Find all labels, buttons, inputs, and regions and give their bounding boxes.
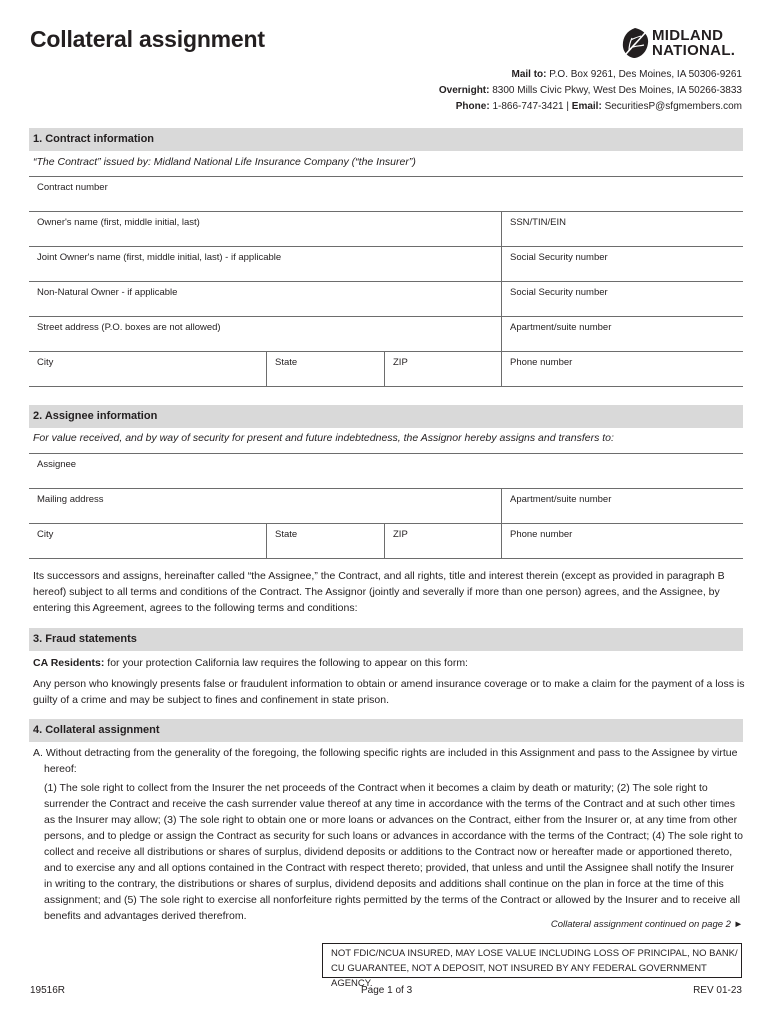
- zip-field[interactable]: ZIP: [384, 352, 501, 386]
- assignee-city-row: [29, 524, 743, 559]
- owner-name-field[interactable]: Owner's name (first, middle initial, last): [37, 217, 200, 228]
- joint-owner-row: [29, 247, 743, 282]
- continued-note: Collateral assignment continued on page 2 ►: [550, 919, 743, 930]
- midland-national-logo: [620, 27, 746, 63]
- fdic-disclaimer: NOT FDIC/NCUA INSURED, MAY LOSE VALUE INCLUDING LOSS OF PRINCIPAL, NO BANK/ CU GUARANTEE, NOT A DEPOSIT, NOT INSURED BY ANY FEDERAL GOVERNMENT AGENCY.: [322, 943, 742, 978]
- contract-intro: “The Contract” issued by: Midland National Life Insurance Company (“the Insurer”): [33, 156, 416, 168]
- section-3-heading: 3. Fraud statements: [29, 628, 743, 651]
- state-field[interactable]: State: [266, 352, 384, 386]
- leaf-logo-icon: [620, 27, 650, 59]
- page-number: Page 1 of 3: [361, 985, 413, 996]
- assignee-zip-field[interactable]: ZIP: [384, 524, 501, 558]
- fraud-statement: Any person who knowingly presents false or fraudulent information to obtain or amend insurance coverage or to make a claim for the payment of a loss is guilty of a crime and may be subject to fines and confinement in state prison.: [33, 678, 745, 706]
- mailing-row: [29, 489, 743, 524]
- email-link[interactable]: SecuritiesP@sfgmembers.com: [604, 101, 742, 112]
- overnight-line: Overnight: 8300 Mills Civic Pkwy, West Des Moines, IA 50266-3833: [438, 85, 742, 96]
- mail-to-line: Mail to: P.O. Box 9261, Des Moines, IA 50306-9261: [511, 69, 742, 80]
- street-row: [29, 317, 743, 352]
- assignee-city-field[interactable]: City: [37, 529, 54, 540]
- section-4-heading: 4. Collateral assignment: [29, 719, 743, 742]
- assignee-terms-paragraph: Its successors and assigns, hereinafter called “the Assignee,” the Contract, and all rights, title and interest therein (except as provided in paragraph B hereof) subject to all terms and conditions of the Contract. The Assignor (jointly and severally if more than one person) agrees, and the Assignee, by entering this Agreement, agrees to the following terms and conditions:: [33, 570, 725, 614]
- street-address-field[interactable]: Street address (P.O. boxes are not allowed): [37, 322, 221, 333]
- joint-owner-field[interactable]: Joint Owner's name (first, middle initial, last) - if applicable: [37, 252, 282, 263]
- assignee-field[interactable]: Assignee: [37, 459, 77, 470]
- owner-row: [29, 212, 743, 247]
- section-2-heading: 2. Assignee information: [29, 405, 743, 428]
- contract-number-field[interactable]: Contract number: [37, 182, 108, 193]
- non-natural-ssn-field[interactable]: Social Security number: [501, 282, 743, 316]
- contact-block: [439, 67, 742, 115]
- non-natural-owner-field[interactable]: Non-Natural Owner - if applicable: [37, 287, 178, 298]
- apartment-field[interactable]: Apartment/suite number: [501, 317, 743, 351]
- joint-owner-ssn-field[interactable]: Social Security number: [501, 247, 743, 281]
- page-title: Collateral assignment: [30, 26, 265, 52]
- section-1-heading: 1. Contract information: [29, 128, 743, 151]
- non-natural-owner-row: [29, 282, 743, 317]
- assignee-apartment-field[interactable]: Apartment/suite number: [501, 489, 743, 523]
- owner-ssn-field[interactable]: SSN/TIN/EIN: [501, 212, 743, 246]
- form-number: 19516R: [30, 985, 66, 996]
- rights-paragraph: (1) The sole right to collect from the Insurer the net proceeds of the Contract when it becomes a claim by death or maturity; (2) The sole right to surrender the Contract and receive the cash surrender value thereof at any time in accordance with the terms of the Contract and at such other times as the Insurer may allow; (3) The sole right to obtain one or more loans or advances on the Contract, either from the Insurer or, at any time from other persons, and to pledge or assign the Contract as security for such loans or advances in accordance with the terms of the Contract; (4) The sole right to collect and receive all distributions or shares of surplus, dividend deposits or additions to the Contract now or hereafter made or apportioned thereto, and to exercise any and all options contained in the Contract with respect thereto; provided, that unless and until the Assignee shall notify the Insurer in writing to the contrary, the distributions or shares of surplus, dividend deposits and additions shall continue on the plan in force at the time of this assignment; and (5) The sole right to exercise all nonforfeiture rights permitted by the terms of the Contract or allowed by the Insurer and to receive all benefits and advantages derived therefrom.: [44, 782, 744, 922]
- phone-email-line: Phone: 1-866-747-3421 | Email: SecuritiesP@sfgmembers.com: [455, 101, 742, 112]
- logo-word-national: NATIONAL.: [652, 42, 736, 59]
- assignee-phone-field[interactable]: Phone number: [501, 524, 743, 558]
- city-row: [29, 352, 743, 387]
- assignee-row: [29, 453, 743, 489]
- city-field[interactable]: City: [37, 357, 54, 368]
- assignee-intro: For value received, and by way of security for present and future indebtedness, the Assignor hereby assigns and transfers to:: [33, 432, 614, 444]
- revision: REV 01-23: [693, 985, 742, 996]
- assignee-state-field[interactable]: State: [266, 524, 384, 558]
- ca-residents-line: CA Residents: for your protection California law requires the following to appear on this form:: [33, 657, 468, 669]
- logo-word-midland: MIDLAND: [652, 27, 724, 44]
- contract-number-row: [29, 176, 743, 212]
- mailing-address-field[interactable]: Mailing address: [37, 494, 104, 505]
- arrow-right-icon: ►: [733, 919, 743, 930]
- paragraph-a: A. Without detracting from the generality of the foregoing, the following specific rights are included in this Assignment and pass to the Assignee by virtue hereof:: [33, 747, 738, 775]
- phone-field[interactable]: Phone number: [501, 352, 743, 386]
